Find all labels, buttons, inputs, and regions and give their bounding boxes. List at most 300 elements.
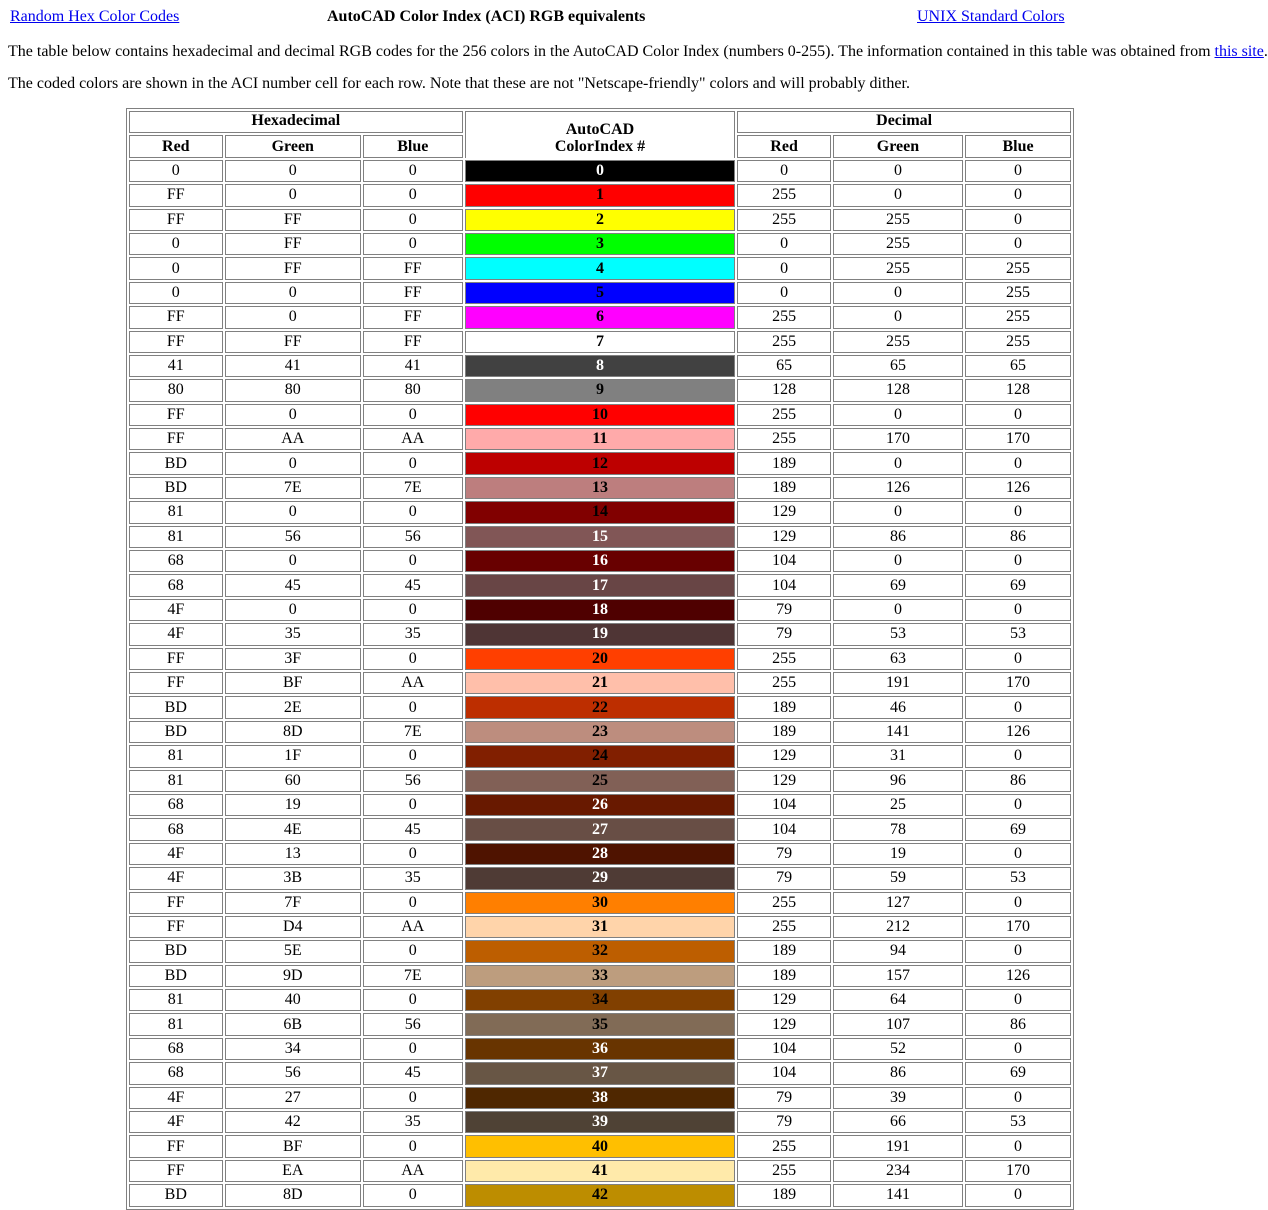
dec-blue-cell: 53 <box>965 1111 1071 1133</box>
dec-red-cell: 104 <box>737 1062 831 1084</box>
dec-green-cell: 78 <box>833 818 963 840</box>
hex-blue-cell: 0 <box>363 1087 463 1109</box>
dec-green-cell: 127 <box>833 892 963 914</box>
dec-blue-cell: 0 <box>965 648 1071 670</box>
dec-green-cell: 64 <box>833 989 963 1011</box>
table-row <box>129 184 1071 206</box>
dec-red-cell: 255 <box>737 1135 831 1157</box>
table-row <box>129 1038 1071 1060</box>
dec-blue-cell: 170 <box>965 672 1071 694</box>
table-row <box>129 1087 1071 1109</box>
hex-red-cell: 68 <box>129 550 223 572</box>
dec-red-cell: 129 <box>737 501 831 523</box>
hex-green-cell: 40 <box>225 989 361 1011</box>
dec-blue-cell: 86 <box>965 1013 1071 1035</box>
hex-blue-cell: 0 <box>363 160 463 182</box>
dec-blue-cell: 0 <box>965 404 1071 426</box>
dec-red-cell: 129 <box>737 1013 831 1035</box>
aci-color-swatch-cell: 1 <box>465 184 736 206</box>
hex-green-cell: 0 <box>225 184 361 206</box>
hex-blue-cell: 35 <box>363 867 463 889</box>
hex-blue-cell: FF <box>363 257 463 279</box>
dec-blue-cell: 0 <box>965 501 1071 523</box>
hex-red-cell: FF <box>129 916 223 938</box>
table-row <box>129 843 1071 865</box>
dec-red-cell: 129 <box>737 770 831 792</box>
hex-green-cell: 19 <box>225 794 361 816</box>
hex-blue-cell: 0 <box>363 989 463 1011</box>
table-row <box>129 1135 1071 1157</box>
aci-color-swatch-cell: 15 <box>465 526 736 548</box>
dec-blue-cell: 0 <box>965 696 1071 718</box>
hex-blue-cell: 56 <box>363 526 463 548</box>
table-row <box>129 1013 1071 1035</box>
hex-red-header: Red <box>129 135 223 157</box>
aci-color-swatch-cell: 17 <box>465 574 736 596</box>
aci-color-swatch-cell: 29 <box>465 867 736 889</box>
dec-red-cell: 79 <box>737 843 831 865</box>
dec-red-cell: 255 <box>737 209 831 231</box>
aci-color-swatch-cell: 33 <box>465 965 736 987</box>
aci-color-swatch-cell: 28 <box>465 843 736 865</box>
hex-green-cell: 27 <box>225 1087 361 1109</box>
this-site-link[interactable]: this site <box>1214 43 1264 60</box>
hex-green-cell: 80 <box>225 379 361 401</box>
dec-blue-cell: 69 <box>965 1062 1071 1084</box>
dec-green-cell: 69 <box>833 574 963 596</box>
dec-red-cell: 255 <box>737 648 831 670</box>
hex-blue-cell: 0 <box>363 233 463 255</box>
hex-blue-cell: 45 <box>363 818 463 840</box>
dec-blue-cell: 86 <box>965 770 1071 792</box>
aci-table-body <box>129 160 1071 1207</box>
dec-green-cell: 86 <box>833 1062 963 1084</box>
hex-red-cell: 41 <box>129 355 223 377</box>
hex-blue-cell: AA <box>363 672 463 694</box>
dec-green-cell: 65 <box>833 355 963 377</box>
hex-green-cell: FF <box>225 233 361 255</box>
dec-green-cell: 126 <box>833 477 963 499</box>
hex-green-cell: FF <box>225 209 361 231</box>
dec-red-cell: 255 <box>737 672 831 694</box>
hex-red-cell: 81 <box>129 501 223 523</box>
hex-blue-cell: 0 <box>363 1038 463 1060</box>
dec-red-cell: 255 <box>737 916 831 938</box>
aci-color-swatch-cell: 26 <box>465 794 736 816</box>
dec-red-cell: 255 <box>737 892 831 914</box>
hex-red-cell: 81 <box>129 1013 223 1035</box>
dec-red-cell: 255 <box>737 184 831 206</box>
hex-red-cell: 81 <box>129 989 223 1011</box>
aci-color-swatch-cell: 13 <box>465 477 736 499</box>
hex-red-cell: 4F <box>129 623 223 645</box>
hexadecimal-group-header: Hexadecimal <box>129 111 463 133</box>
hex-green-cell: 41 <box>225 355 361 377</box>
hex-blue-cell: 7E <box>363 477 463 499</box>
aci-color-swatch-cell: 19 <box>465 623 736 645</box>
aci-color-swatch-cell: 4 <box>465 257 736 279</box>
hex-red-cell: BD <box>129 1184 223 1206</box>
hex-blue-cell: AA <box>363 428 463 450</box>
table-row <box>129 721 1071 743</box>
hex-red-cell: FF <box>129 306 223 328</box>
aci-number-header <box>465 111 736 158</box>
aci-color-swatch-cell: 22 <box>465 696 736 718</box>
hex-green-cell: 0 <box>225 501 361 523</box>
dec-blue-cell: 170 <box>965 1160 1071 1182</box>
hex-blue-cell: 0 <box>363 696 463 718</box>
table-row <box>129 526 1071 548</box>
table-row <box>129 160 1071 182</box>
dec-green-cell: 157 <box>833 965 963 987</box>
aci-color-swatch-cell: 21 <box>465 672 736 694</box>
dec-blue-cell: 126 <box>965 477 1071 499</box>
dec-red-cell: 79 <box>737 867 831 889</box>
aci-header-line2: ColorIndex # <box>554 137 646 155</box>
hex-green-cell: FF <box>225 257 361 279</box>
aci-color-table <box>126 108 1074 1210</box>
hex-green-cell: 0 <box>225 452 361 474</box>
dec-red-cell: 129 <box>737 745 831 767</box>
dec-green-cell: 141 <box>833 721 963 743</box>
hex-red-cell: 4F <box>129 867 223 889</box>
hex-blue-cell: 35 <box>363 1111 463 1133</box>
dec-red-cell: 65 <box>737 355 831 377</box>
dec-blue-cell: 0 <box>965 843 1071 865</box>
hex-blue-cell: 80 <box>363 379 463 401</box>
hex-green-cell: 6B <box>225 1013 361 1035</box>
aci-color-swatch-cell: 6 <box>465 306 736 328</box>
hex-red-cell: FF <box>129 648 223 670</box>
unix-standard-colors-link[interactable]: UNIX Standard Colors <box>917 8 1065 25</box>
hex-green-cell: EA <box>225 1160 361 1182</box>
dec-blue-cell: 170 <box>965 916 1071 938</box>
dec-red-cell: 0 <box>737 282 831 304</box>
dec-blue-cell: 0 <box>965 794 1071 816</box>
table-row <box>129 1062 1071 1084</box>
hex-blue-cell: 0 <box>363 452 463 474</box>
dec-blue-cell: 0 <box>965 1087 1071 1109</box>
dec-blue-cell: 0 <box>965 1184 1071 1206</box>
hex-green-cell: 35 <box>225 623 361 645</box>
table-row <box>129 331 1071 353</box>
dec-blue-cell: 128 <box>965 379 1071 401</box>
dec-red-cell: 255 <box>737 404 831 426</box>
dec-blue-header: Blue <box>965 135 1071 157</box>
hex-green-cell: 8D <box>225 1184 361 1206</box>
aci-color-swatch-cell: 39 <box>465 1111 736 1133</box>
dec-blue-cell: 0 <box>965 452 1071 474</box>
hex-blue-cell: 45 <box>363 1062 463 1084</box>
aci-color-swatch-cell: 36 <box>465 1038 736 1060</box>
hex-red-cell: FF <box>129 428 223 450</box>
hex-red-cell: 0 <box>129 282 223 304</box>
dec-blue-cell: 0 <box>965 160 1071 182</box>
hex-green-cell: 42 <box>225 1111 361 1133</box>
hex-blue-cell: 35 <box>363 623 463 645</box>
dec-green-cell: 52 <box>833 1038 963 1060</box>
hex-red-cell: 81 <box>129 745 223 767</box>
dec-blue-cell: 69 <box>965 574 1071 596</box>
hex-red-cell: BD <box>129 940 223 962</box>
random-hex-color-codes-link[interactable]: Random Hex Color Codes <box>10 8 180 25</box>
hex-blue-cell: 0 <box>363 892 463 914</box>
aci-color-swatch-cell: 34 <box>465 989 736 1011</box>
dec-green-cell: 46 <box>833 696 963 718</box>
hex-red-cell: FF <box>129 209 223 231</box>
dec-blue-cell: 53 <box>965 867 1071 889</box>
dec-red-cell: 104 <box>737 550 831 572</box>
hex-red-cell: 68 <box>129 574 223 596</box>
dec-red-cell: 0 <box>737 160 831 182</box>
aci-color-swatch-cell: 16 <box>465 550 736 572</box>
dec-blue-cell: 255 <box>965 331 1071 353</box>
table-row <box>129 892 1071 914</box>
hex-blue-cell: AA <box>363 916 463 938</box>
intro-text: The table below contains hexadecimal and decimal RGB codes for the 256 colors in the AutoCAD Color Index (numbers 0-255). The information contained in this table was obtained from <box>8 43 1215 60</box>
aci-color-swatch-cell: 38 <box>465 1087 736 1109</box>
table-row <box>129 233 1071 255</box>
hex-green-cell: 0 <box>225 282 361 304</box>
hex-green-cell: 1F <box>225 745 361 767</box>
aci-color-swatch-cell: 9 <box>465 379 736 401</box>
table-row <box>129 623 1071 645</box>
hex-green-cell: D4 <box>225 916 361 938</box>
aci-color-swatch-cell: 12 <box>465 452 736 474</box>
hex-green-cell: 0 <box>225 306 361 328</box>
hex-red-cell: 81 <box>129 526 223 548</box>
hex-red-cell: BD <box>129 477 223 499</box>
hex-red-cell: BD <box>129 721 223 743</box>
hex-red-cell: 0 <box>129 257 223 279</box>
dec-green-cell: 0 <box>833 404 963 426</box>
aci-color-swatch-cell: 37 <box>465 1062 736 1084</box>
hex-green-cell: 3F <box>225 648 361 670</box>
aci-table-container <box>126 108 1074 1210</box>
hex-blue-cell: FF <box>363 331 463 353</box>
dec-red-cell: 79 <box>737 1087 831 1109</box>
dec-green-cell: 59 <box>833 867 963 889</box>
aci-color-swatch-cell: 30 <box>465 892 736 914</box>
dec-green-cell: 0 <box>833 550 963 572</box>
hex-blue-cell: 45 <box>363 574 463 596</box>
table-row <box>129 818 1071 840</box>
dec-green-cell: 0 <box>833 184 963 206</box>
dec-green-cell: 53 <box>833 623 963 645</box>
aci-color-swatch-cell: 0 <box>465 160 736 182</box>
dec-red-cell: 189 <box>737 940 831 962</box>
dec-red-cell: 79 <box>737 1111 831 1133</box>
intro-paragraph-source <box>8 43 1268 61</box>
hex-blue-cell: 0 <box>363 1184 463 1206</box>
hex-blue-header: Blue <box>363 135 463 157</box>
hex-red-cell: 4F <box>129 843 223 865</box>
hex-red-cell: 80 <box>129 379 223 401</box>
dec-blue-cell: 255 <box>965 282 1071 304</box>
hex-green-cell: 56 <box>225 1062 361 1084</box>
dec-blue-cell: 69 <box>965 818 1071 840</box>
dec-green-cell: 255 <box>833 257 963 279</box>
dec-blue-cell: 0 <box>965 745 1071 767</box>
dec-blue-cell: 126 <box>965 965 1071 987</box>
dec-blue-cell: 65 <box>965 355 1071 377</box>
dec-blue-cell: 0 <box>965 550 1071 572</box>
table-row <box>129 355 1071 377</box>
table-row <box>129 379 1071 401</box>
hex-red-cell: 68 <box>129 1038 223 1060</box>
table-row <box>129 770 1071 792</box>
aci-color-swatch-cell: 8 <box>465 355 736 377</box>
aci-color-swatch-cell: 20 <box>465 648 736 670</box>
aci-color-swatch-cell: 32 <box>465 940 736 962</box>
hex-green-cell: 0 <box>225 550 361 572</box>
hex-green-cell: BF <box>225 672 361 694</box>
hex-blue-cell: 0 <box>363 599 463 621</box>
hex-blue-cell: 0 <box>363 745 463 767</box>
hex-green-cell: 5E <box>225 940 361 962</box>
dec-blue-cell: 0 <box>965 892 1071 914</box>
dec-green-cell: 234 <box>833 1160 963 1182</box>
decimal-group-header: Decimal <box>737 111 1071 133</box>
dec-red-cell: 189 <box>737 721 831 743</box>
hex-red-cell: 0 <box>129 233 223 255</box>
dec-red-cell: 255 <box>737 428 831 450</box>
hex-red-cell: FF <box>129 1135 223 1157</box>
dec-blue-cell: 0 <box>965 184 1071 206</box>
dec-green-cell: 86 <box>833 526 963 548</box>
hex-green-cell: 0 <box>225 599 361 621</box>
aci-color-swatch-cell: 27 <box>465 818 736 840</box>
dec-blue-cell: 86 <box>965 526 1071 548</box>
dec-green-cell: 94 <box>833 940 963 962</box>
table-row <box>129 282 1071 304</box>
hex-red-cell: 68 <box>129 794 223 816</box>
table-row <box>129 452 1071 474</box>
table-row <box>129 209 1071 231</box>
dec-blue-cell: 255 <box>965 257 1071 279</box>
hex-blue-cell: 0 <box>363 404 463 426</box>
dec-green-cell: 31 <box>833 745 963 767</box>
hex-red-cell: FF <box>129 1160 223 1182</box>
dec-red-cell: 255 <box>737 331 831 353</box>
hex-red-cell: 4F <box>129 1087 223 1109</box>
dec-red-cell: 104 <box>737 1038 831 1060</box>
dec-green-cell: 25 <box>833 794 963 816</box>
hex-green-cell: 8D <box>225 721 361 743</box>
dec-blue-cell: 0 <box>965 1038 1071 1060</box>
aci-color-swatch-cell: 3 <box>465 233 736 255</box>
dec-blue-cell: 0 <box>965 209 1071 231</box>
hex-blue-cell: 0 <box>363 843 463 865</box>
hex-blue-cell: 0 <box>363 940 463 962</box>
hex-green-header: Green <box>225 135 361 157</box>
dec-red-cell: 189 <box>737 965 831 987</box>
hex-green-cell: 0 <box>225 404 361 426</box>
hex-green-cell: 13 <box>225 843 361 865</box>
dec-green-cell: 0 <box>833 306 963 328</box>
dec-red-cell: 0 <box>737 233 831 255</box>
table-row <box>129 428 1071 450</box>
aci-color-swatch-cell: 23 <box>465 721 736 743</box>
table-row <box>129 867 1071 889</box>
dec-green-cell: 39 <box>833 1087 963 1109</box>
aci-color-swatch-cell: 42 <box>465 1184 736 1206</box>
intro-text-end: . <box>1263 43 1268 60</box>
dec-red-cell: 0 <box>737 257 831 279</box>
table-row <box>129 257 1071 279</box>
dec-green-cell: 255 <box>833 331 963 353</box>
dec-green-cell: 191 <box>833 1135 963 1157</box>
table-row <box>129 404 1071 426</box>
hex-red-cell: 68 <box>129 818 223 840</box>
aci-color-swatch-cell: 7 <box>465 331 736 353</box>
table-row <box>129 574 1071 596</box>
hex-green-cell: 7F <box>225 892 361 914</box>
aci-color-swatch-cell: 24 <box>465 745 736 767</box>
dec-red-header: Red <box>737 135 831 157</box>
dec-green-cell: 63 <box>833 648 963 670</box>
dec-green-cell: 170 <box>833 428 963 450</box>
hex-green-cell: 56 <box>225 526 361 548</box>
dec-green-cell: 107 <box>833 1013 963 1035</box>
hex-blue-cell: 0 <box>363 794 463 816</box>
hex-blue-cell: 7E <box>363 721 463 743</box>
aci-color-swatch-cell: 18 <box>465 599 736 621</box>
dec-red-cell: 255 <box>737 1160 831 1182</box>
aci-color-swatch-cell: 40 <box>465 1135 736 1157</box>
dec-red-cell: 129 <box>737 989 831 1011</box>
hex-red-cell: 4F <box>129 599 223 621</box>
dec-blue-cell: 0 <box>965 989 1071 1011</box>
aci-color-swatch-cell: 5 <box>465 282 736 304</box>
hex-red-cell: 81 <box>129 770 223 792</box>
dec-green-cell: 19 <box>833 843 963 865</box>
dec-green-cell: 191 <box>833 672 963 694</box>
aci-color-swatch-cell: 14 <box>465 501 736 523</box>
dec-red-cell: 79 <box>737 623 831 645</box>
aci-color-swatch-cell: 31 <box>465 916 736 938</box>
hex-green-cell: FF <box>225 331 361 353</box>
hex-red-cell: 68 <box>129 1062 223 1084</box>
hex-blue-cell: 7E <box>363 965 463 987</box>
table-row <box>129 306 1071 328</box>
hex-green-cell: AA <box>225 428 361 450</box>
table-row <box>129 965 1071 987</box>
aci-color-swatch-cell: 35 <box>465 1013 736 1035</box>
dec-green-cell: 141 <box>833 1184 963 1206</box>
hex-blue-cell: 56 <box>363 1013 463 1035</box>
table-row <box>129 550 1071 572</box>
hex-red-cell: FF <box>129 184 223 206</box>
hex-blue-cell: FF <box>363 306 463 328</box>
intro-paragraph-note: The coded colors are shown in the ACI number cell for each row. Note that these are not "Netscape-friendly" colors and will probably dither. <box>8 75 910 92</box>
hex-green-cell: 2E <box>225 696 361 718</box>
dec-blue-cell: 0 <box>965 1135 1071 1157</box>
dec-red-cell: 189 <box>737 452 831 474</box>
hex-blue-cell: 56 <box>363 770 463 792</box>
dec-green-header: Green <box>833 135 963 157</box>
dec-blue-cell: 170 <box>965 428 1071 450</box>
hex-blue-cell: 0 <box>363 184 463 206</box>
dec-green-cell: 66 <box>833 1111 963 1133</box>
dec-red-cell: 128 <box>737 379 831 401</box>
dec-red-cell: 189 <box>737 1184 831 1206</box>
hex-blue-cell: 0 <box>363 550 463 572</box>
hex-green-cell: 0 <box>225 160 361 182</box>
dec-green-cell: 0 <box>833 599 963 621</box>
dec-red-cell: 104 <box>737 818 831 840</box>
hex-green-cell: BF <box>225 1135 361 1157</box>
